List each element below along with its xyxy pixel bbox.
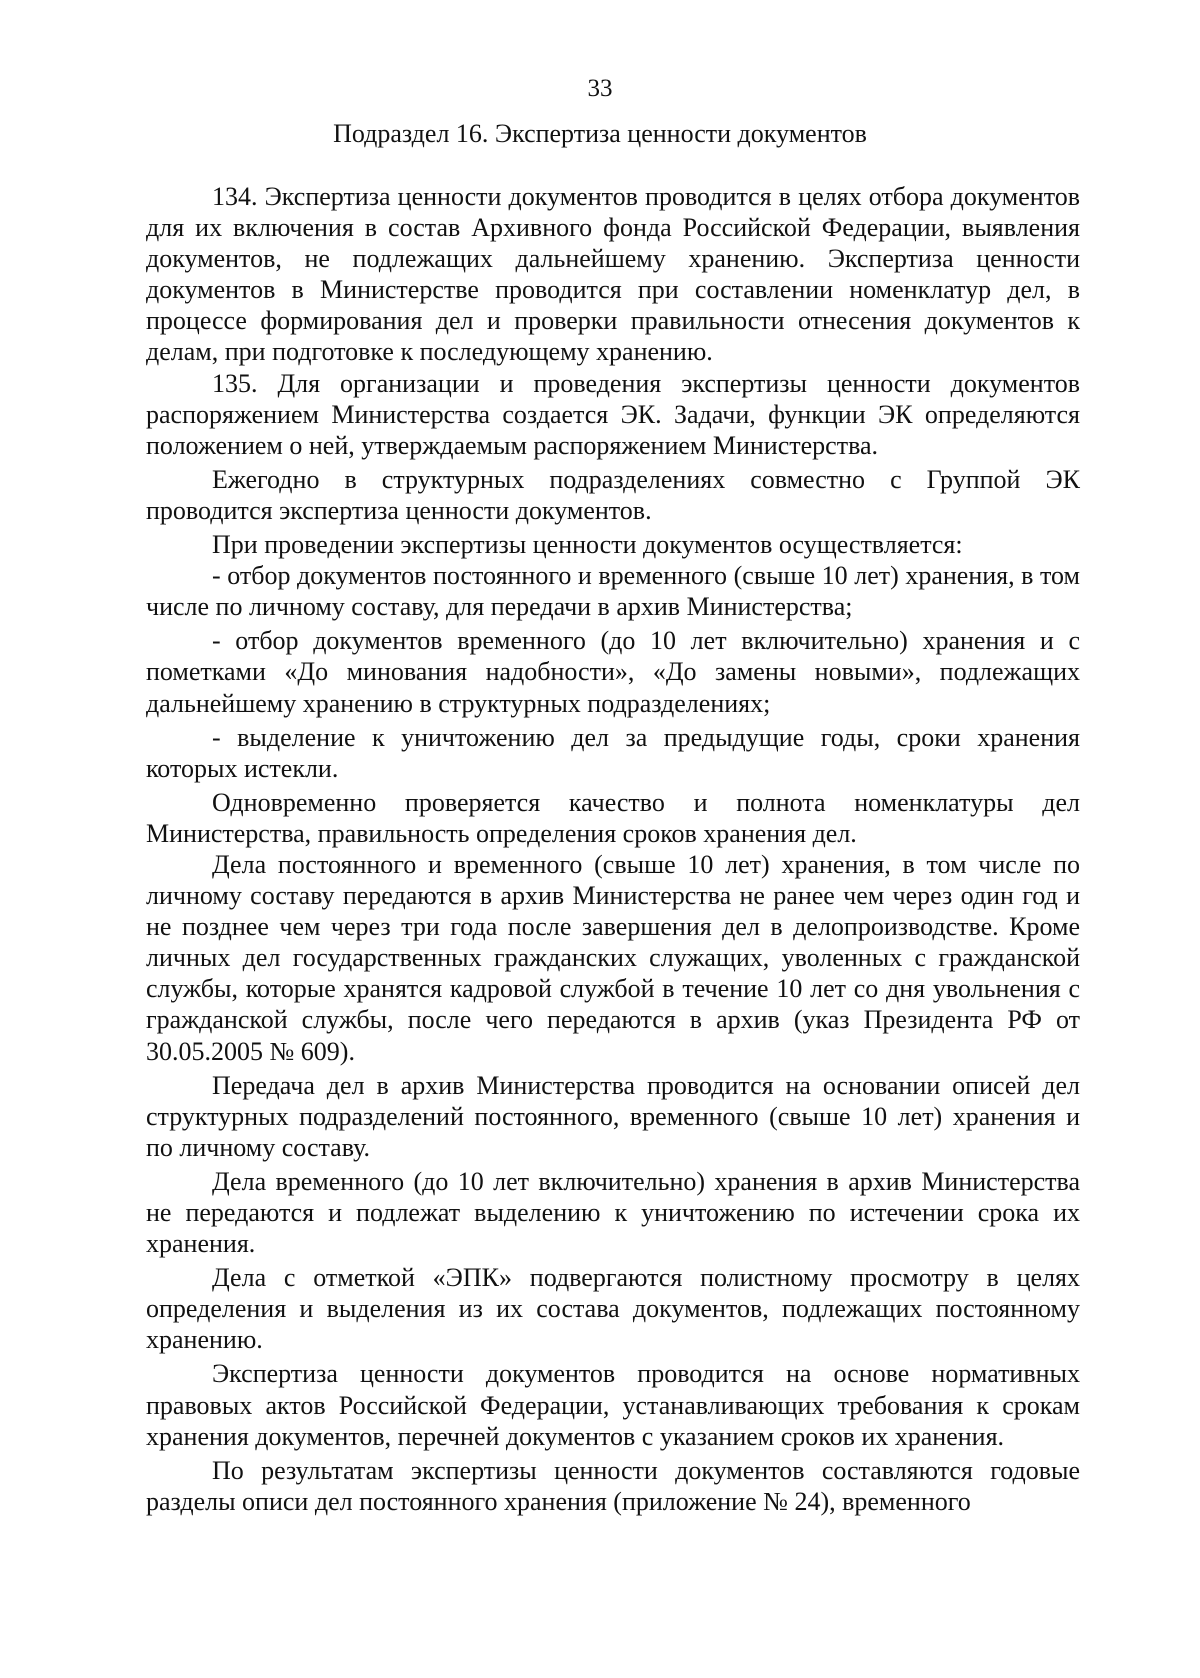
list-item-destruction: - выделение к уничтожению дел за предыдущие годы, сроки хранения которых истекли. <box>146 722 1080 783</box>
paragraph-results: По результатам экспертизы ценности документов составляются годовые разделы описи дел постоянного хранения (приложение № 24), временного <box>146 1455 1080 1516</box>
paragraph-expertise-includes: При проведении экспертизы ценности документов осуществляется: <box>212 530 963 560</box>
document-body <box>146 181 1080 1517</box>
paragraph-annual-expertise: Ежегодно в структурных подразделениях совместно с Группой ЭК проводится экспертиза ценности документов. <box>146 464 1080 525</box>
paragraph-epk-cases: Дела с отметкой «ЭПК» подвергаются полистному просмотру в целях определения и выделения из их состава документов, подлежащих постоянному хранению. <box>146 1263 1080 1355</box>
paragraph-transfer-terms: Дела постоянного и временного (свыше 10 лет) хранения, в том числе по личному составу передаются в архив Министерства не ранее чем через один год и не позднее чем через три года после завершения дел в делопроизводстве. Кроме личных дел государственных гражданских служащих, уволенных с гражданской службы, которые хранятся кадровой службой в течение 10 лет со дня увольнения с гражданской службы, после чего передаются в архив (указ Президента РФ от 30.05.2005 № 609). <box>146 849 1080 1066</box>
list-item-permanent-selection: - отбор документов постоянного и временного (свыше 10 лет) хранения, в том числе по личному составу, для передачи в архив Министерства; <box>146 561 1080 622</box>
list-item-temporary-selection: - отбор документов временного (до 10 лет включительно) хранения и с пометками «До минования надобности», «До замены новыми», подлежащих дальнейшему хранению в структурных подразделениях; <box>146 626 1080 718</box>
paragraph-135: 135. Для организации и проведения экспертизы ценности документов распоряжением Министерства создается ЭК. Задачи, функции ЭК определяются положением о ней, утверждаемым распоряжением Министерства. <box>146 368 1080 460</box>
page-number: 33 <box>587 75 613 102</box>
paragraph-nomenclature-check: Одновременно проверяется качество и полнота номенклатуры дел Министерства, правильность определения сроков хранения дел. <box>146 787 1080 848</box>
section-title: Подраздел 16. Экспертиза ценности документов <box>333 119 867 148</box>
paragraph-legal-basis: Экспертиза ценности документов проводится на основе нормативных правовых актов Российской Федерации, устанавливающих требования к срокам хранения документов, перечней документов с указанием сроков их хранения. <box>146 1359 1080 1451</box>
paragraph-134: 134. Экспертиза ценности документов проводится в целях отбора документов для их включения в состав Архивного фонда Российской Федерации, выявления документов, не подлежащих дальнейшему хранению. Экспертиза ценности документов в Министерстве проводится при составлении номенклатур дел, в процессе формирования дел и проверки правильности отнесения документов к делам, при подготовке к последующему хранению. <box>146 182 1080 367</box>
paragraph-temporary-cases: Дела временного (до 10 лет включительно) хранения в архив Министерства не передаются и подлежат выделению к уничтожению по истечении срока их хранения. <box>146 1166 1080 1259</box>
paragraph-transfer-basis: Передача дел в архив Министерства проводится на основании описей дел структурных подразделений постоянного, временного (свыше 10 лет) хранения и по личному составу. <box>146 1070 1080 1162</box>
